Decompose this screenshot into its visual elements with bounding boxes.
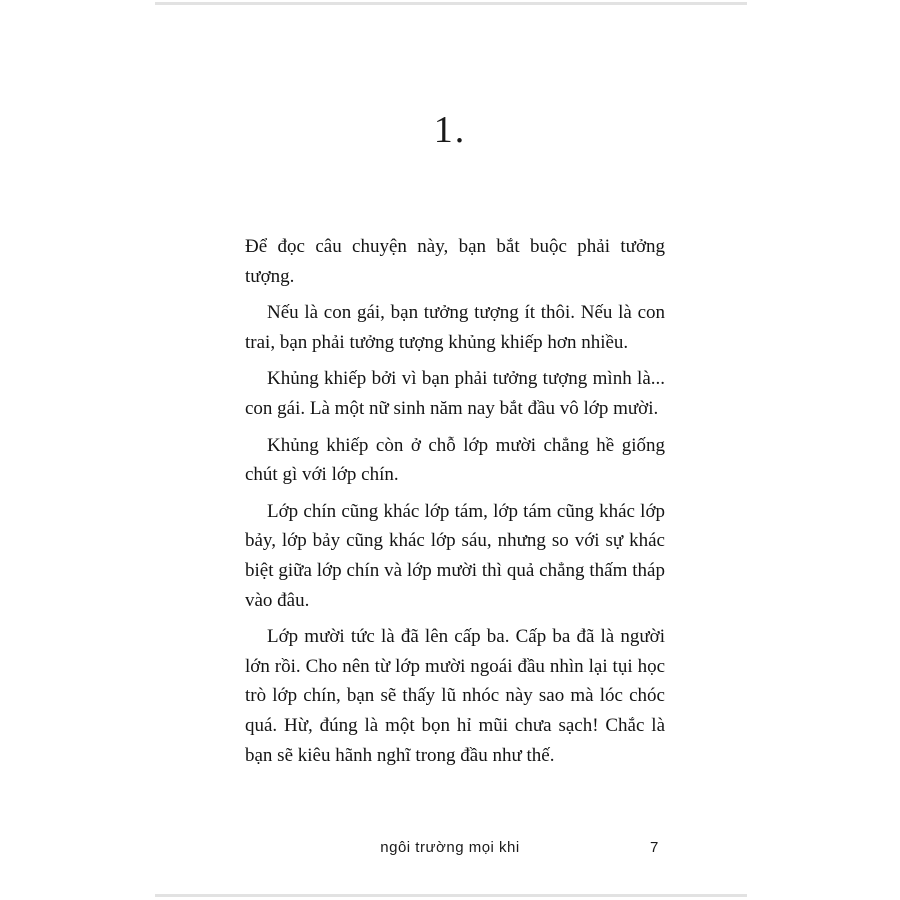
page-bottom-edge: [155, 894, 747, 897]
paragraph-2: Nếu là con gái, bạn tưởng tượng ít thôi. Nếu là con trai, bạn phải tưởng tượng khủng khiếp hơn nhiều.: [245, 302, 665, 353]
paragraph-3: Khủng khiếp bởi vì bạn phải tưởng tượng mình là... con gái. Là một nữ sinh năm nay bắt đầu vô lớp mười.: [245, 368, 665, 419]
paragraph-6: Lớp mười tức là đã lên cấp ba. Cấp ba đã là người lớn rồi. Cho nên từ lớp mười ngoái đầu nhìn lại tụi học trò lớp chín, bạn sẽ thấy lũ nhóc này sao mà lóc chóc quá. Hừ, đúng là một bọn hỉ mũi chưa sạch! Chắc là bạn sẽ kiêu hãnh nghĩ trong đầu như thế.: [245, 626, 665, 766]
chapter-number: 1.: [433, 109, 467, 151]
paragraph-5: Lớp chín cũng khác lớp tám, lớp tám cũng khác lớp bảy, lớp bảy cũng khác lớp sáu, nhưng so với sự khác biệt giữa lớp chín và lớp mười thì quả chẳng thấm tháp vào đâu.: [245, 500, 665, 611]
paragraph-4: Khủng khiếp còn ở chỗ lớp mười chẳng hề giống chút gì với lớp chín.: [245, 434, 665, 486]
page-top-edge: [155, 2, 747, 5]
chapter-body: [245, 232, 665, 777]
page-number: 7: [650, 839, 659, 856]
paragraph-1: Để đọc câu chuyện này, bạn bắt buộc phải tưởng tượng.: [245, 236, 665, 287]
running-footer-title: ngôi trường mọi khi: [380, 839, 520, 856]
